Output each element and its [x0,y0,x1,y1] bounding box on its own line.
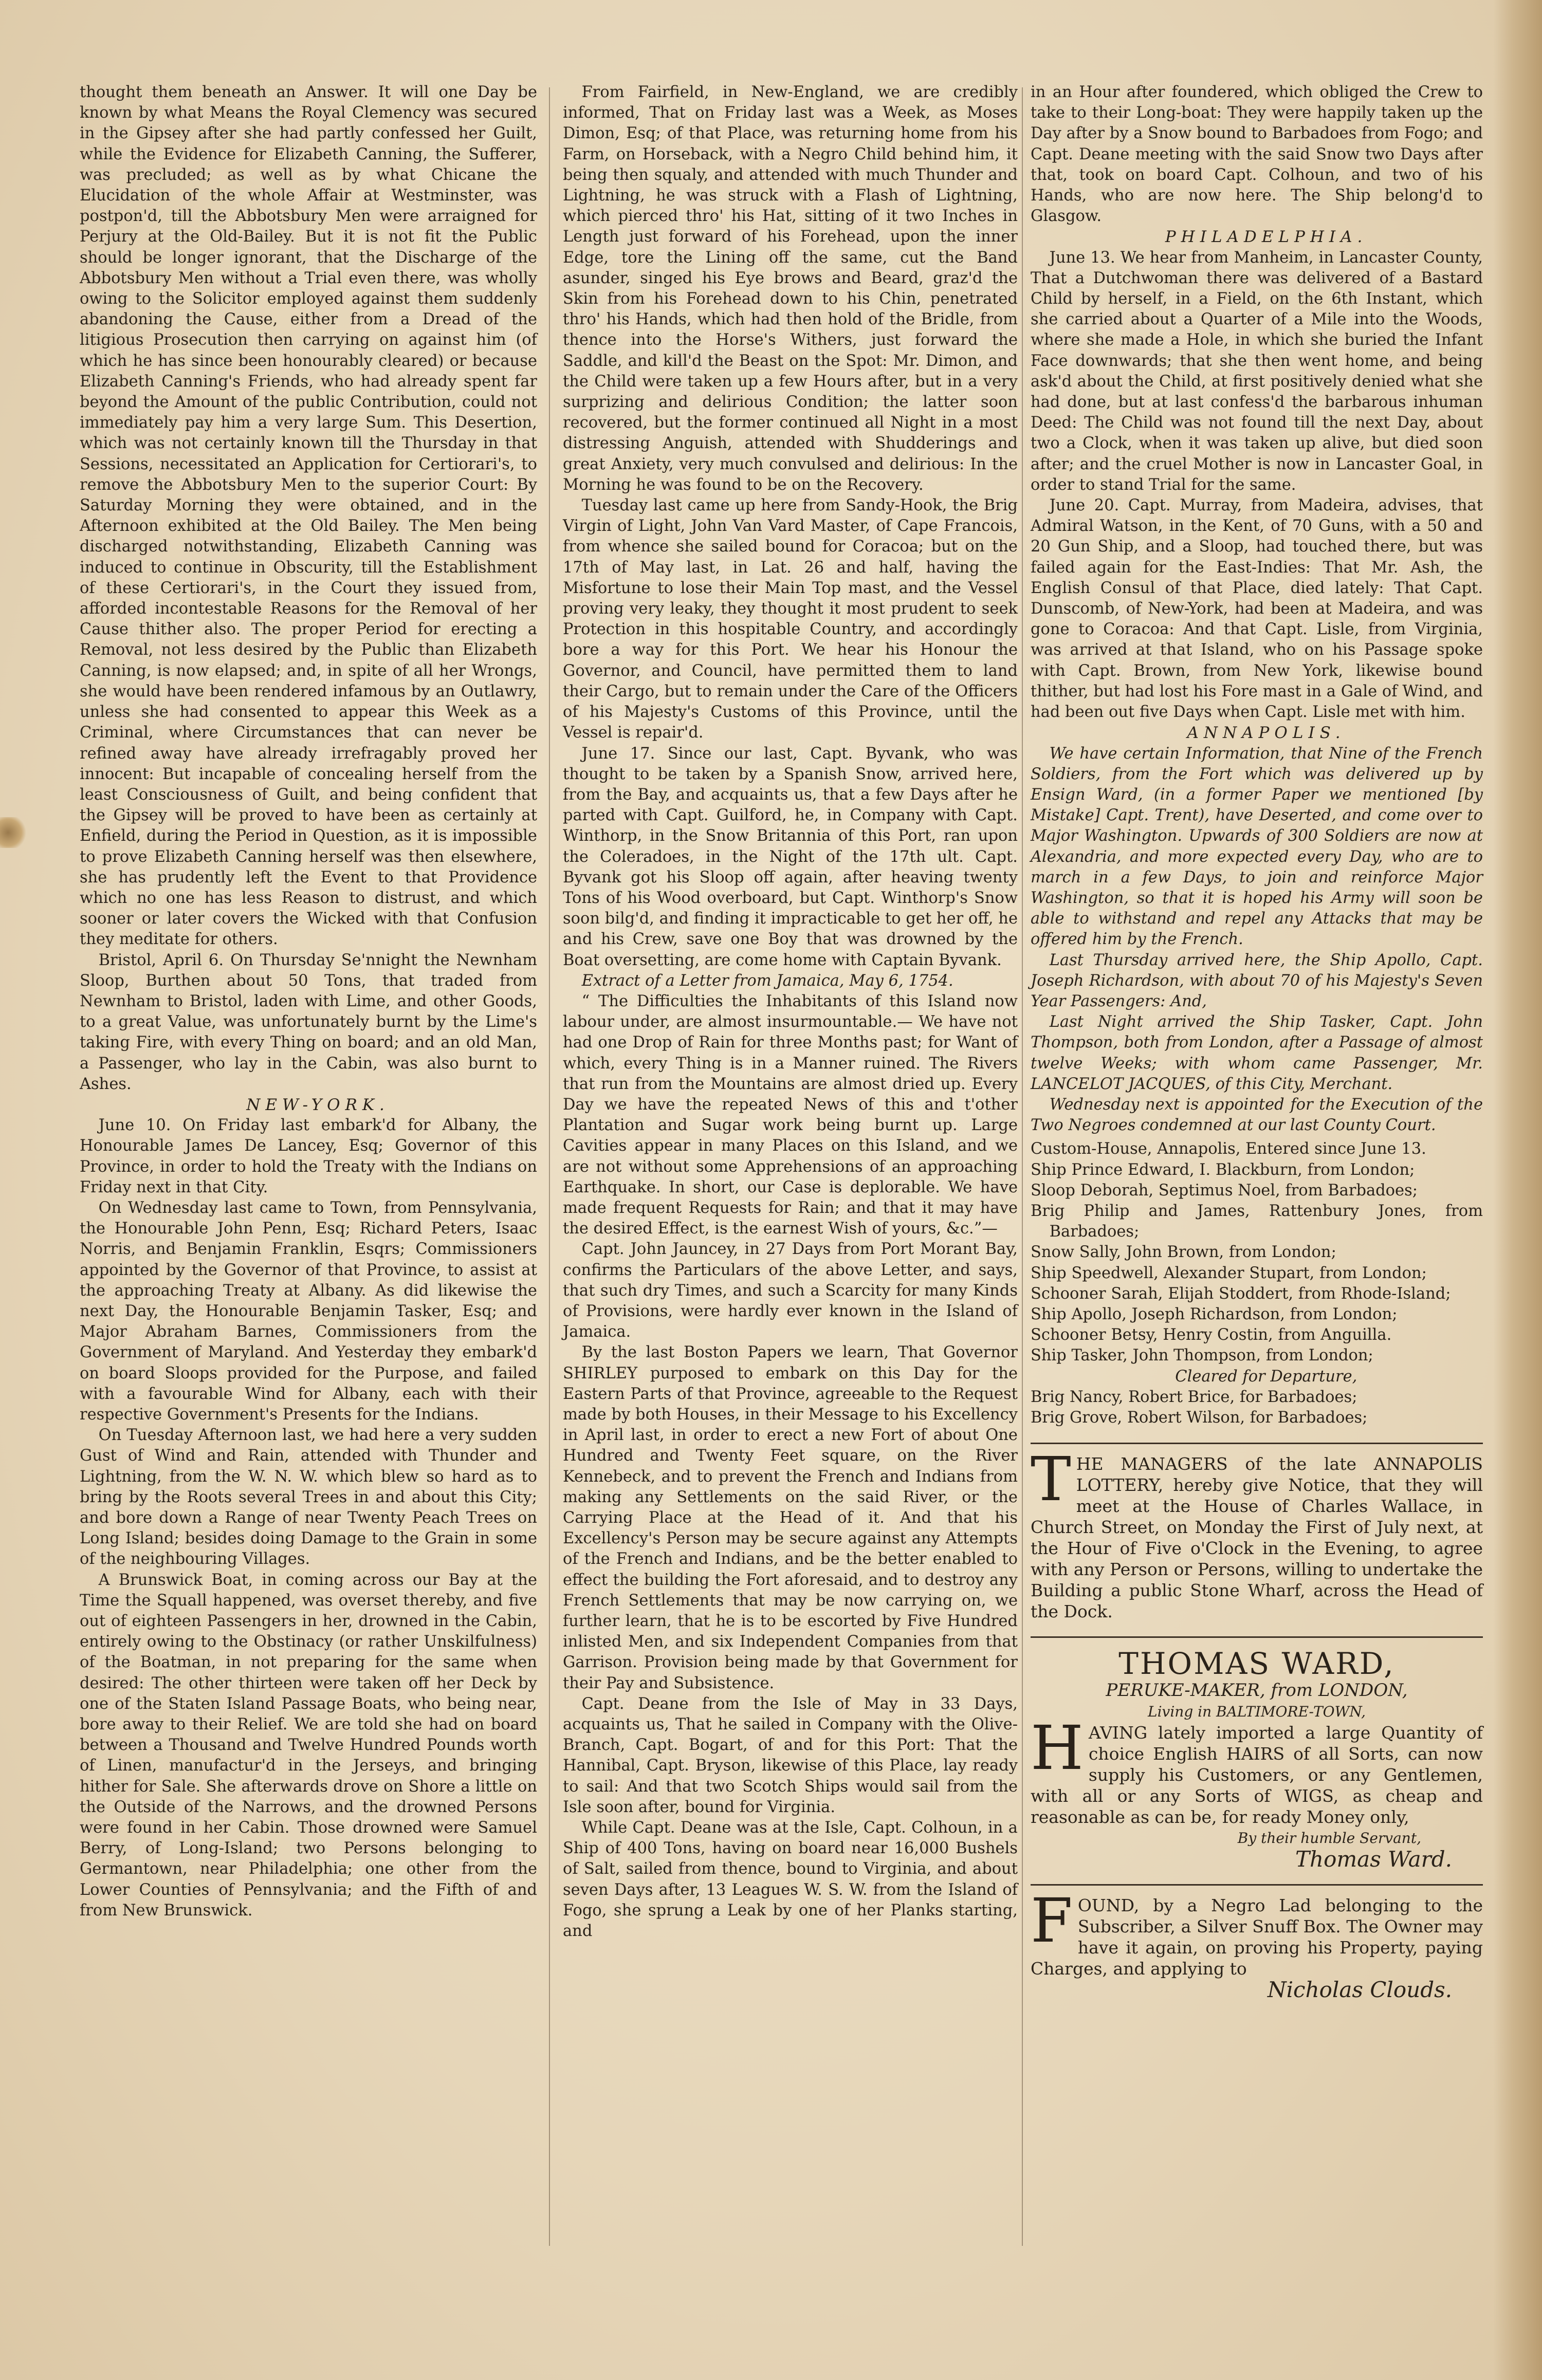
article-paragraph: Tuesday last came up here from Sandy-Hook, the Brig Virgin of Light, John Van Vard Master, of Cape Francois, from whence she sailed bound for Coracoa; but on the 17th of May last, in Lat. 26 and half, having the Misfortune to lose their Main Top mast, and the Vessel proving very leaky, they thought it most prudent to seek Protection in this hospitable Country, and accordingly bore a way for this Port. We hear his Honour the Governor, and Council, have permitted them to land their Cargo, but to remain under the Care of the Officers of his Majesty's Customs of this Province, until the Vessel is repair'd. [563,496,1018,742]
list-item: Ship Apollo, Joseph Richardson, from London; [1031,1305,1398,1323]
column-rule [1022,87,1023,2246]
article-paragraph: June 20. Capt. Murray, from Madeira, advises, that Admiral Watson, in the Kent, of 70 Guns, with a 50 and 20 Gun Ship, and a Sloop, had touched there, but was failed again for the East-Indies: That Mr. Ash, the English Consul of that Place, died lately: That Capt. Dunscomb, of New-York, had been at Madeira, and was gone to Coracoa: And that Capt. Lisle, from Virginia, was arrived at that Island, who on his Passage spoke with Capt. Brown, from New York, likewise bound thither, but had lost his Fore mast in a Gale of Wind, and had been out five Days when Capt. Lisle met with him. [1031,496,1483,722]
article-paragraph: June 13. We hear from Manheim, in Lancaster County, That a Dutchwoman there was delivered of a Bastard Child by herself, in a Field, on the 6th Instant, which she carried about a Quarter of a Mile into the Woods, where she made a Hole, in which she buried the Infant Face downwards; that she then went home, and being ask'd about the Child, at first positively denied what she had done, but at last confess'd the barbarous inhuman Deed: The Child was not found till the next Day, about two a Clock, when it was taken up alive, but died soon after; and the cruel Mother is now in Lancaster Goal, in order to stand Trial for the same. [1031,248,1483,494]
ad-body: OUND, by a Negro Lad belonging to the Subscriber, a Silver Snuff Box. The Owner may have it again, on proving his Property, paying Charges, and applying to [1031,1895,1483,1979]
list-item: Sloop Deborah, Septimus Noel, from Barbadoes; [1031,1181,1418,1200]
found-advertisement [1031,1885,1483,2003]
list-item: Ship Prince Edward, I. Blackburn, from London; [1031,1160,1415,1179]
drop-cap: H [1031,1712,1084,1784]
ad-subtitle: PERUKE-MAKER, from LONDON, [1106,1680,1408,1701]
article-paragraph: A Brunswick Boat, in coming across our Bay at the Time the Squall happened, was overset thereby, and five out of eighteen Passengers in her, drowned in the Cabin, entirely owing to the Obstinacy (or rather Unskilfulness) of the Boatman, in not preparing for the same when desired: The other thirteen were taken off her Deck by one of the Staten Island Passage Boats, who being near, bore away to their Relief. We are told she had on board between a Thousand and Twelve Hundred Pounds worth of Linen, manufactur'd in the Jerseys, and bringing hither for Sale. She afterwards drove on Shore a little on the Outside of the Narrows, and the drowned Persons were found in her Cabin. Those drowned were Samuel Berry, of Long-Island; two Persons belonging to Germantown, near Philadelphia; one other from the Lower Counties of Pennsylvania; and the Fifth of and from New Brunswick. [80,1571,537,1920]
ad-title: THOMAS WARD, [1118,1646,1395,1682]
list-item: Schooner Sarah, Elijah Stoddert, from Rhode-Island; [1031,1284,1451,1303]
ad-divider [1031,1636,1483,1638]
column-2 [563,82,1018,1942]
ad-divider [1031,1443,1483,1444]
list-item: Brig Nancy, Robert Brice, for Barbadoes; [1031,1388,1357,1406]
list-item: Ship Tasker, John Thompson, from London; [1031,1346,1373,1365]
article-paragraph: thought them beneath an Answer. It will one Day be known by what Means the Royal Clemency was secured in the Gipsey after she had partly confessed her Guilt, while the Evidence for Elizabeth Canning, the Sufferer, was precluded; as well as by what Chicane the Elucidation of the whole Affair at Westminster, was postpon'd, till the Abbotsbury Men were arraigned for Perjury at the Old-Bailey. But it is not fit the Public should be longer ignorant, that the Discharge of the Abbotsbury Men without a Trial even there, was wholly owing to the Solicitor employed against them suddenly abandoning the Cause, either from a Dread of the litigious Prosecution then carrying on against him (of which he has since been honourably cleared) or because Elizabeth Canning's Friends, who had already spent far beyond the Amount of the public Contribution, could not immediately pay him a very large Sum. This Desertion, which was not certainly known till the Thursday in that Sessions, necessitated an Application for Certiorari's, to remove the Abbotsbury Men to the superior Court: By Saturday Morning they were obtained, and in the Afternoon exhibited at the Old Bailey. The Men being discharged notwithstanding, Elizabeth Canning was induced to continue in Obscurity, till the Establishment of these Certiorari's, in the Court they issued from, afforded incontestable Reasons for the Removal of her Cause thither also. The proper Period for erecting a Removal, not less desired by the Public than Elizabeth Canning, is now elapsed; and, in spite of all her Wrongs, she would have been rendered infamous by an Outlawry, unless she had consented to appear this Week as a Criminal, where Circumstances that can never be refined away have already irrefragably proved her innocent: But incapable of concealing herself from the least Consciousness of Guilt, and being confident that the Gipsey will be proved to have been as certainly at Enfield, during the Period in Question, as it is impossible to prove Elizabeth Canning herself was then elsewhere, she has prudently left the Event to that Providence which no one has less Reason to distrust, and which sooner or later covers the Wicked with that Confusion they meditate for others. [80,83,537,949]
article-paragraph: Capt. Deane from the Isle of May in 33 Days, acquaints us, That he sailed in Company with the Olive-Branch, Capt. Bogart, of and for this Port: That the Hannibal, Capt. Bryson, likewise of this Place, lay ready to sail: And that two Scotch Ships would sail from the Isle soon after, bound for Virginia. [563,1694,1018,1816]
section-heading: ANNAPOLIS. [1187,724,1346,743]
article-paragraph: Bristol, April 6. On Thursday Se'nnight the Newnham Sloop, Burthen about 50 Tons, that traded from Newnham to Bristol, laden with Lime, and other Goods, to a great Value, was unfortunately burnt by the Lime's taking Fire, with every Thing on board; and an old Man, a Passenger, who lay in the Cabin, was also burnt to Ashes. [80,951,537,1093]
section-heading: NEW-YORK. [246,1095,390,1114]
cleared-entries [1031,1387,1483,1428]
paper-edge [1493,0,1542,2380]
drop-cap: F [1031,1885,1073,1957]
article-paragraph: On Tuesday Afternoon last, we had here a very sudden Gust of Wind and Rain, attended with Thunder and Lightning, from the W. N. W. which blew so hard as to bring by the Roots several Trees in and about this City; and bore down a Range of near Twenty Peach Trees on Long Island; besides doing Damage to the Grain in some of the neighbouring Villages. [80,1426,537,1569]
lottery-advertisement [1031,1444,1483,1622]
article-paragraph: By the last Boston Papers we learn, That Governor SHIRLEY purposed to embark on this Day for the Eastern Parts of that Province, agreeable to the Request made by both Houses, in their Message to his Excellency in April last, in order to erect a new Fort of about One Hundred and Twenty Feet square, on the River Kennebeck, and to prevent the French and Indians from making any Settlements on the said River, or the Carrying Place at the Head of it. And that his Excellency's Person may be secure against any Attempts of the French and Indians, and be the better enabled to effect the building the Fort aforesaid, and to destroy any French Settlements that may be now carrying on, we further learn, that he is to be escorted by Five Hundred inlisted Men, and six Independent Companies from that Garrison. Provision being made by that Government for their Pay and Subsistence. [563,1343,1018,1692]
ad-divider [1031,1884,1483,1886]
article-paragraph: On Wednesday last came to Town, from Pennsylvania, the Honourable John Penn, Esq; Richard Peters, Isaac Norris, and Benjamin Franklin, Esqrs; Commissioners appointed by the Governor of that Province, to assist at the approaching Treaty at Albany. As did likewise the next Day, the Honourable Benjamin Tasker, Esq; and Major Abraham Barnes, Commissioners from the Government of Maryland. And Yesterday they embark'd on board Sloops provided for the Purpose, and failed with a favourable Wind for Albany, each with their respective Government's Presents for the Indians. [80,1198,537,1424]
article-paragraph: June 10. On Friday last embark'd for Albany, the Honourable James De Lancey, Esq; Governor of this Province, in order to hold the Treaty with the Indians on Friday next in that City. [80,1116,537,1196]
list-item: Brig Grove, Robert Wilson, for Barbadoes; [1031,1409,1368,1427]
article-paragraph: Last Thursday arrived here, the Ship Apollo, Capt. Joseph Richardson, with about 70 of his Majesty's Seven Year Passengers: And, [1031,951,1483,1010]
list-item: Snow Sally, John Brown, from London; [1031,1243,1336,1262]
ad-location: Living in BALTIMORE-TOWN, [1147,1703,1366,1721]
article-paragraph: Last Night arrived the Ship Tasker, Capt. John Thompson, both from London, after a Passage of almost twelve Weeks; with whom came Passenger, Mr. LANCELOT JACQUES, of this City, Merchant. [1031,1013,1483,1093]
paper-stain [0,817,27,848]
letter-heading: Extract of a Letter from Jamaica, May 6, 1754. [581,971,953,990]
ad-closing: By their humble Servant, [1237,1830,1421,1847]
section-heading: PHILADELPHIA. [1165,228,1368,247]
article-paragraph: Wednesday next is appointed for the Execution of the Two Negroes condemned at our last County Court. [1031,1095,1483,1135]
column-rule [549,87,550,2246]
customs-heading: Custom-House, Annapolis, Entered since June 13. [1031,1140,1426,1158]
list-item: Brig Philip and James, Rattenbury Jones, from Barbadoes; [1031,1202,1483,1241]
ad-signature: Thomas Ward. [1295,1847,1452,1872]
article-paragraph: “ The Difficulties the Inhabitants of this Island now labour under, are almost insurmountable.— We have not had one Drop of Rain for three Months past; for Want of which, every Thing is in a Manner ruined. The Rivers that run from the Mountains are almost dried up. Every Day we have the repeated News of this and t'other Plantation and Sugar work being burnt up. Large Cavities appear in many Places on this Island, and we are not without some Apprehensions of an approaching Earthquake. In short, our Case is deplorable. We have made frequent Requests for Rain; and that it may have the desired Effect, is the earnest Wish of yours, &c.”— [563,992,1018,1238]
ad-signature: Nicholas Clouds. [1267,1977,1452,2003]
ad-body: HE MANAGERS of the late ANNAPOLIS LOTTERY, hereby give Notice, that they will meet at the House of Charles Wallace, in Church Street, on Monday the First of July next, at the Hour of Five o'Clock in the Evening, to agree with any Person or Persons, willing to undertake the Building a public Stone Wharf, across the Head of the Dock. [1031,1454,1483,1622]
article-paragraph: While Capt. Deane was at the Isle, Capt. Colhoun, in a Ship of 400 Tons, having on board near 16,000 Bushels of Salt, sailed from thence, bound to Virginia, and about seven Days after, 13 Leagues W. S. W. from the Island of Fogo, she sprung a Leak by one of her Planks starting, and [563,1819,1018,1941]
column-1 [80,82,537,1921]
ad-body: AVING lately imported a large Quantity of choice English HAIRS of all Sorts, can now supply his Customers, or any Gentlemen, with all or any Sorts of WIGS, as cheap and reasonable as can be, for ready Money only, [1031,1723,1483,1828]
article-paragraph: We have certain Information, that Nine of the French Soldiers, from the Fort which was delivered up by Ensign Ward, (in a former Paper we mentioned [by Mistake] Capt. Trent), have Deserted, and come over to Major Washington. Upwards of 300 Soldiers are now at Alexandria, and more expected every Day, who are to march in a few Days, to join and reinforce Major Washington, so that it is hoped his Army will soon be able to withstand and repel any Attacks that may be offered him by the French. [1031,744,1483,949]
article-paragraph: in an Hour after foundered, which obliged the Crew to take to their Long-boat: They were happily taken up the Day after by a Snow bound to Barbadoes from Fogo; and Capt. Deane meeting with the said Snow two Days after that, took on board Capt. Colhoun, and two of his Hands, who are now here. The Ship belong'd to Glasgow. [1031,83,1483,226]
cleared-heading: Cleared for Departure, [1175,1367,1357,1386]
article-paragraph: Capt. John Jauncey, in 27 Days from Port Morant Bay, confirms the Particulars of the above Letter, and says, that such dry Times, and such a Scarcity for many Kinds of Provisions, were hardly ever known in the Island of Jamaica. [563,1240,1018,1341]
article-paragraph: From Fairfield, in New-England, we are credibly informed, That on Friday last was a Week, as Moses Dimon, Esq; of that Place, was returning home from his Farm, on Horseback, with a Negro Child behind him, it being then squaly, and attended with much Thunder and Lightning, he was struck with a Flash of Lightning, which pierced thro' his Hat, sitting of it two Inches in Length just forward of his Forehead, upon the inner Edge, tore the Lining off the same, cut the Band asunder, singed his Eye brows and Beard, graz'd the Skin from his Forehead down to his Chin, penetrated thro' his Hands, which had then hold of the Bridle, from thence into the Horse's Withers, just forward the Saddle, and kill'd the Beast on the Spot: Mr. Dimon, and the Child were taken up a few Hours after, but in a very surprizing and delirious Condition; the latter soon recovered, but the former continued all Night in a most distressing Anguish, attended with Shudderings and great Anxiety, very much convulsed and delirious: In the Morning he was found to be on the Recovery. [563,83,1018,494]
drop-cap: T [1031,1444,1071,1515]
list-item: Ship Speedwell, Alexander Stupart, from London; [1031,1264,1427,1282]
wigmaker-advertisement [1031,1647,1483,1870]
customs-entries [1031,1160,1483,1367]
article-paragraph: June 17. Since our last, Capt. Byvank, who was thought to be taken by a Spanish Snow, arrived here, from the Bay, and acquaints us, that a few Days after he parted with Capt. Guilford, he, in Company with Capt. Winthorp, in the Snow Britannia of this Port, ran upon the Coleradoes, in the Night of the 17th ult. Capt. Byvank got his Sloop off again, after heaving twenty Tons of his Wood overboard, but Capt. Winthorp's Snow soon bilg'd, and finding it impracticable to get her off, he and his Crew, save one Boy that was drowned by the Boat oversetting, are come home with Captain Byvank. [563,744,1018,969]
list-item: Schooner Betsy, Henry Costin, from Anguilla. [1031,1326,1392,1344]
column-3 [1031,82,1483,2003]
